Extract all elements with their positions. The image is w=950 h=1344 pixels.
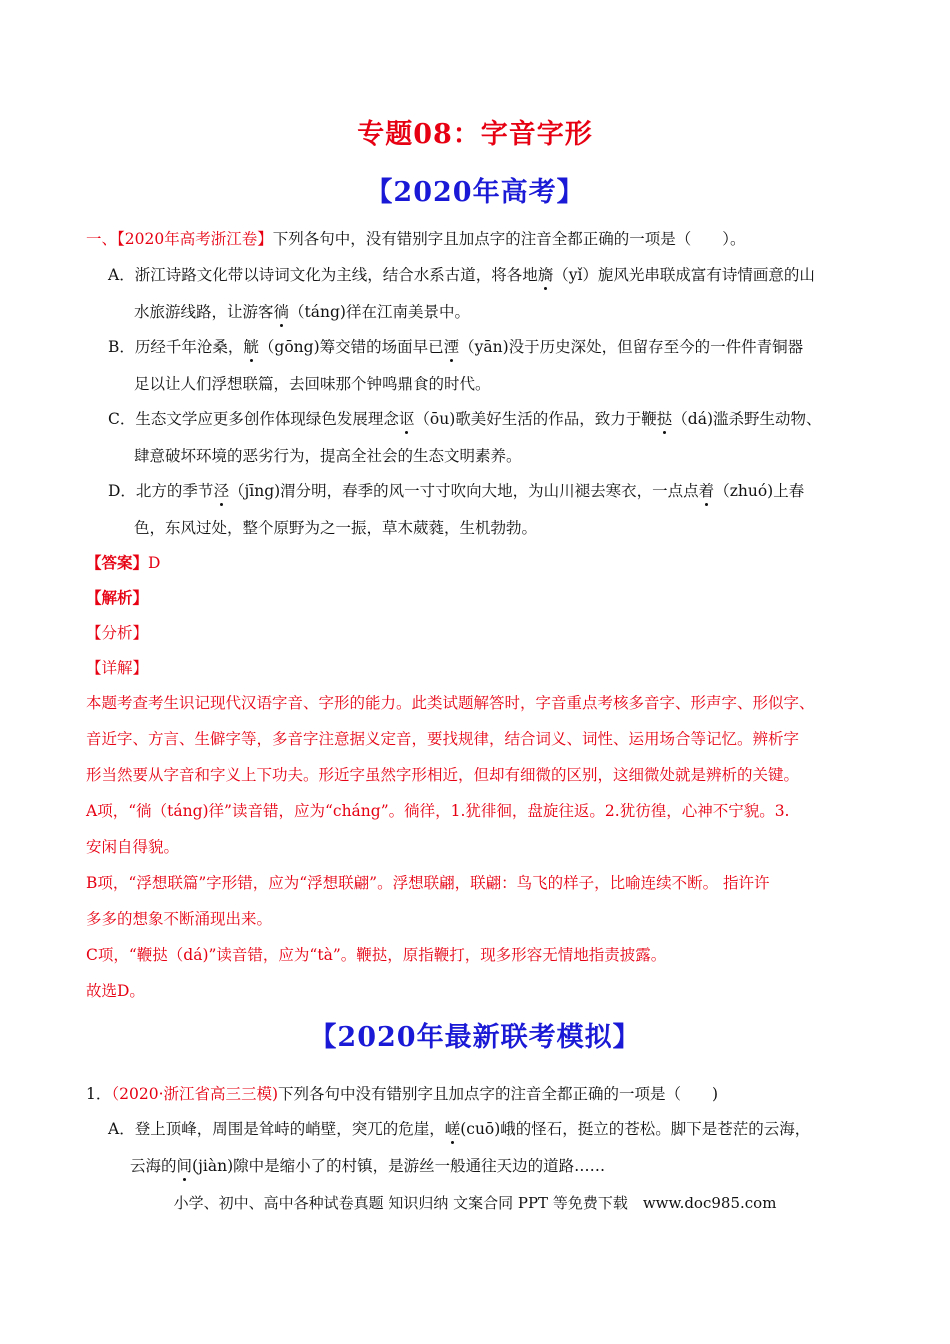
question-text: 下列各句中没有错别字且加点字的注音全都正确的一项是（ ): [278, 1085, 719, 1103]
option-c-line-1: [108, 401, 878, 438]
page-title: 专题08：字音字形: [357, 119, 593, 150]
option-text: (cuō)峨的怪石，挺立的苍松。脚下是苍茫的云海，: [460, 1120, 811, 1138]
dotted-char: 徜: [273, 303, 290, 321]
option-text: （yān)没于历史深处，但留存至今的一件件青铜器: [459, 338, 804, 356]
option-text: C．生态文学应更多创作体现绿色发展理念: [108, 410, 399, 428]
option-d: [108, 473, 878, 547]
dotted-char: 嵯: [444, 1120, 461, 1138]
question-1-stem: [86, 228, 876, 250]
option-a: [108, 257, 878, 331]
xiangjie-label: 【详解】: [86, 659, 149, 677]
dotted-char: 湮: [443, 338, 460, 356]
dotted-char: 觥: [243, 338, 259, 356]
explanation-line: 音近字、方言、生僻字等，多音字注意据义定音，要找规律，结合词义、词性、运用场合等记忆。辨析字: [86, 730, 800, 748]
option-text: A．登上顶峰，周围是耸峙的峭壁，突兀的危崖，: [108, 1120, 445, 1138]
option-d-line-2: 色，东风过处，整个原野为之一振，草木葳蕤，生机勃勃。: [134, 519, 538, 537]
dotted-char: 间: [176, 1157, 193, 1175]
option-text: （zhuó)上春: [714, 482, 805, 500]
option-a-line-2: [108, 294, 878, 331]
question-text: 下列各句中，没有错别字且加点字的注音全都正确的一项是（ ）。: [272, 230, 746, 248]
option-text: (jiàn)隙中是缩小了的村镇，是游丝一般通往天边的道路……: [192, 1157, 606, 1175]
dotted-char: 挞: [656, 410, 673, 428]
option-d-line-1: [108, 473, 878, 510]
option-b-line-1: [108, 329, 878, 366]
explanation-line: B项，“浮想联篇”字形错，应为“浮想联翩”。浮想联翩，联翩：鸟飞的样子，比喻连续不断。 指许许: [86, 874, 770, 892]
option-b: [108, 329, 878, 403]
explanation-line: 故选D。: [86, 982, 145, 1000]
option-text: 水旅游线路，让游客: [134, 303, 274, 321]
option-text: （jīng)渭分明，春季的风一寸寸吹向大地，为山川褪去寒衣，一点点: [228, 482, 699, 500]
option-a-line-1: [108, 257, 878, 294]
option-text: （gōng)筹交错的场面早已: [258, 338, 444, 356]
option-text: （táng)徉在江南美景中。: [289, 303, 470, 321]
option-text: 云海的: [130, 1157, 177, 1175]
option-text: （ōu)歌美好生活的作品，致力于鞭: [414, 410, 657, 428]
explanation-line: 本题考查考生识记现代汉语字音、字形的能力。此类试题解答时，字音重点考核多音字、形声字、形似字、: [86, 694, 815, 712]
question-2-option-a: [108, 1111, 878, 1185]
option-a-line-1: [108, 1111, 878, 1148]
answer-row: [86, 552, 160, 574]
option-c-line-2: 肆意破坏环境的恶劣行为，提高全社会的生态文明素养。: [134, 447, 522, 465]
explanation-line: C项，“鞭挞（dá)”读音错，应为“tà”。鞭挞，原指鞭打，现多形容无情地指责披露。: [86, 946, 667, 964]
explanation-line: 安闲自得貌。: [86, 838, 180, 856]
option-text: （yǐ）旎风光串联成富有诗情画意的山: [553, 266, 815, 284]
dotted-char: 讴: [398, 410, 415, 428]
explanation: [86, 685, 876, 1009]
option-c: [108, 401, 878, 475]
option-text: D．北方的季节: [108, 482, 214, 500]
option-text: A．浙江诗路文化带以诗词文化为主线，结合水系古道，将各地: [108, 266, 538, 284]
option-text: B．历经千年沧桑，: [108, 338, 244, 356]
question-source: （2020·浙江省高三三模): [111, 1085, 279, 1103]
option-b-line-2: 足以让人们浮想联篇，去回味那个钟鸣鼎食的时代。: [134, 375, 491, 393]
dotted-char: 泾: [213, 482, 229, 500]
section-heading-2020-mock: 【2020年最新联考模拟】: [309, 1022, 641, 1053]
explanation-line: 形当然要从字音和字义上下功夫。形近字虽然字形相近，但却有细微的区别，这细微处就是辨析的关键。: [86, 766, 800, 784]
section-heading-2020-gaokao: 【2020年高考】: [365, 177, 585, 208]
dotted-char: 着: [698, 482, 715, 500]
answer-value: D: [148, 554, 161, 572]
option-text: （dá)滥杀野生动物、: [672, 410, 822, 428]
question-number: 一、: [86, 230, 118, 248]
question-number: 1．: [86, 1085, 112, 1103]
answer-label: 【答案】: [86, 553, 149, 572]
option-a-line-2: [108, 1148, 878, 1185]
question-source: 【2020年高考浙江卷】: [117, 230, 273, 248]
explanation-line: A项，“徜（táng)徉”读音错，应为“cháng”。徜徉，1.犹徘徊，盘旋往返。2.犹彷徨，心神不宁貌。3.: [86, 802, 790, 820]
page-footer: 小学、初中、高中各种试卷真题 知识归纳 文案合同 PPT 等免费下载 www.doc985.com: [173, 1194, 777, 1212]
explanation-line: 多多的想象不断涌现出来。: [86, 910, 273, 928]
dotted-char: 旖: [537, 266, 554, 284]
question-2-stem: [86, 1083, 876, 1105]
jiexi-label: 【解析】: [86, 588, 149, 607]
fenxi-label: 【分析】: [86, 624, 149, 642]
